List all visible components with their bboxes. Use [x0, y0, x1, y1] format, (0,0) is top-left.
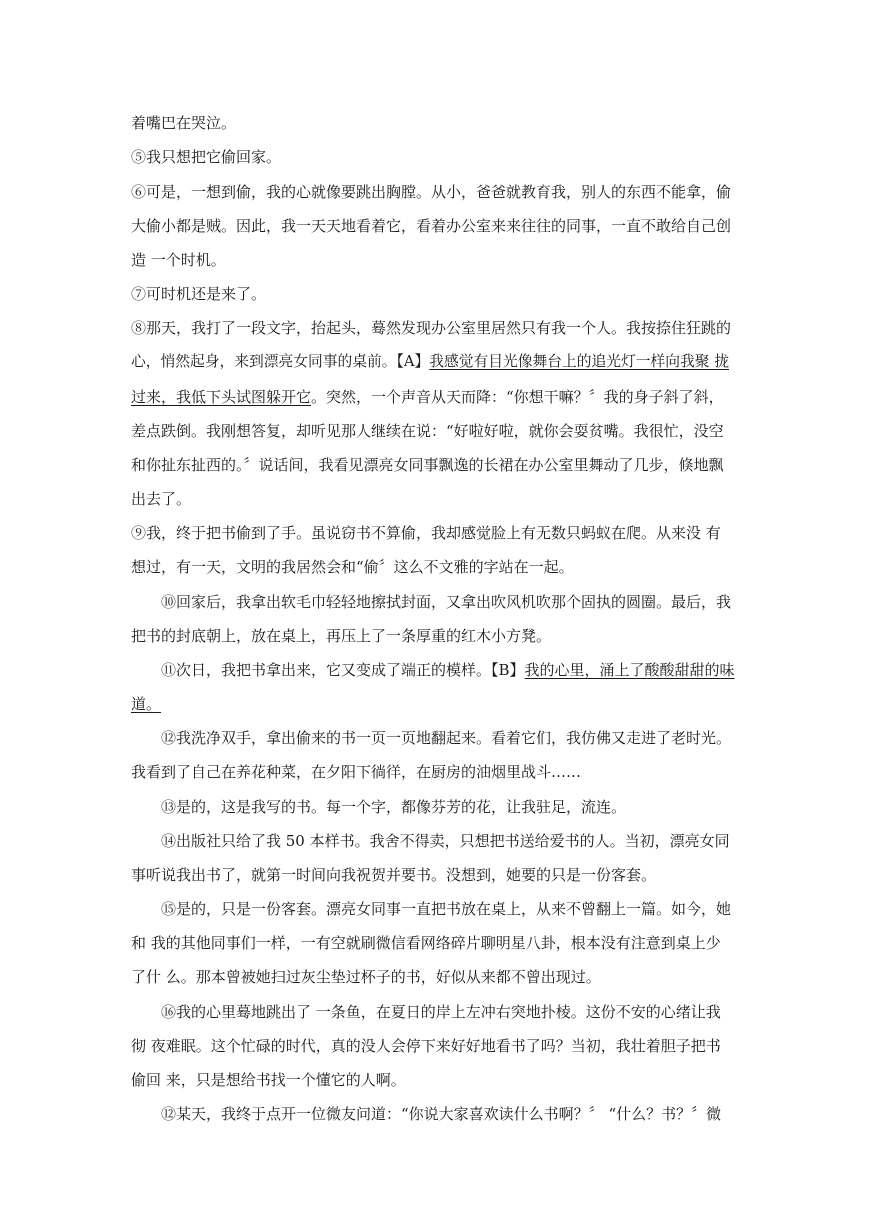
- text-segment: 心，悄然起身，来到漂亮女同事的桌前。: [131, 353, 397, 370]
- text-line: ⑬是的，这是我写的书。每一个字，都像芬芳的花，让我驻足，流连。: [161, 798, 627, 816]
- text-line: 造 一个时机。: [131, 251, 226, 269]
- text-line: 出去了。: [131, 490, 192, 508]
- text-segment: 。突然，一个声音从天而降：“你想干嘛？〞我的身子斜了斜，: [311, 388, 724, 406]
- underlined-sentence-b: 我的心里，涌上了酸酸甜甜的味: [524, 661, 735, 679]
- text-line: [131, 387, 724, 407]
- text-line: ⑨我，终于把书偷到了手。虽说窃书不算偷，我却感觉脸上有无数只蚂蚁在爬。从来没 有: [131, 524, 721, 542]
- text-line: 想过，有一天，文明的我居然会和“偷〞这么不文雅的字站在一起。: [131, 558, 574, 576]
- text-line-with-annotation-b: [161, 660, 735, 680]
- text-line: 和 我的其他同事们一样，一有空就刷微信看网络碎片聊明星八卦，根本没有注意到桌上少: [131, 934, 721, 952]
- underlined-sentence-a-cont: 过来，我低下头试图躲开它: [131, 388, 312, 406]
- text-line: 和你扯东扯西的。〞说话间，我看见漂亮女同事飘逸的长裙在办公室里舞动了几步，倏地飘: [131, 456, 724, 474]
- text-line: 彻 夜难眠。这个忙碌的时代，真的没人会停下来好好地看书了吗？当初，我壮着胆子把书: [131, 1037, 721, 1055]
- text-line: ⑫某天，我终于点开一位微友问道：“你说大家喜欢读什么书啊？〞 “什么？书？〞微: [161, 1105, 722, 1123]
- text-line: 着嘴巴在哭泣。: [131, 114, 237, 132]
- underlined-sentence-a: 我感觉有目光像舞台上的追光灯一样向我聚 拢: [429, 353, 729, 370]
- annotation-marker-b: 【B】: [491, 661, 525, 679]
- text-line: 差点跌倒。我刚想答复，却听见那人继续在说：“好啦好啦，就你会耍贫嘴。我很忙，没空: [131, 422, 724, 440]
- text-line: ⑤我只想把它偷回家。: [131, 148, 282, 166]
- text-segment: ⑪次日，我把书拿出来，它又变成了端正的模样。: [161, 661, 492, 679]
- text-line-with-annotation-a: [131, 352, 729, 372]
- text-line: 大偷小都是贼。因此，我一天天地看着它，看着办公室来来往往的同事，一直不敢给自己创: [131, 217, 732, 235]
- annotation-marker-a: 【A】: [396, 353, 430, 370]
- text-line: [131, 694, 161, 714]
- text-line: ⑮是的，只是一份客套。漂亮女同事一直把书放在桌上，从来不曾翻上一篇。如今，她: [161, 900, 732, 918]
- text-line: 事听说我出书了，就第一时间向我祝贺并要书。没想到，她要的只是一份客套。: [131, 866, 657, 884]
- text-line: 把书的封底朝上，放在桌上，再压上了一条厚重的红木小方凳。: [131, 627, 552, 645]
- text-line: ⑭出版社只给了我 50 本样书。我舍不得卖，只想把书送给爱书的人。当初，漂亮女同: [161, 832, 730, 850]
- text-line: ⑧那天，我打了一段文字，抬起头，蓦然发现办公室里居然只有我一个人。我按捺住狂跳的: [131, 319, 732, 337]
- text-line: 我看到了自己在养花种菜，在夕阳下徜徉，在厨房的油烟里战斗……: [131, 763, 582, 781]
- text-line: ⑦可时机还是来了。: [131, 285, 267, 303]
- text-line: 偷回 来，只是想给书找一个懂它的人啊。: [131, 1071, 406, 1089]
- text-line: ⑩回家后，我拿出软毛巾轻轻地擦拭封面，又拿出吹风机吹那个固执的圆圈。最后，我: [161, 593, 732, 611]
- text-line: ⑥可是，一想到偷，我的心就像要跳出胸膛。从小，爸爸就教育我，别人的东西不能拿，偷: [131, 183, 732, 201]
- text-line: 了什 么。那本曾被她扫过灰尘垫过杯子的书，好似从来都不曾出现过。: [131, 968, 601, 986]
- text-line: ⑯我的心里蓦地跳出了 一条鱼，在夏日的岸上左冲右突地扑棱。这份不安的心绪让我: [161, 1003, 721, 1021]
- text-line: ⑫我洗净双手，拿出偷来的书一页一页地翻起来。看着它们，我仿佛又走进了老时光。: [161, 729, 732, 747]
- underlined-sentence-b-cont: 道。: [131, 695, 162, 713]
